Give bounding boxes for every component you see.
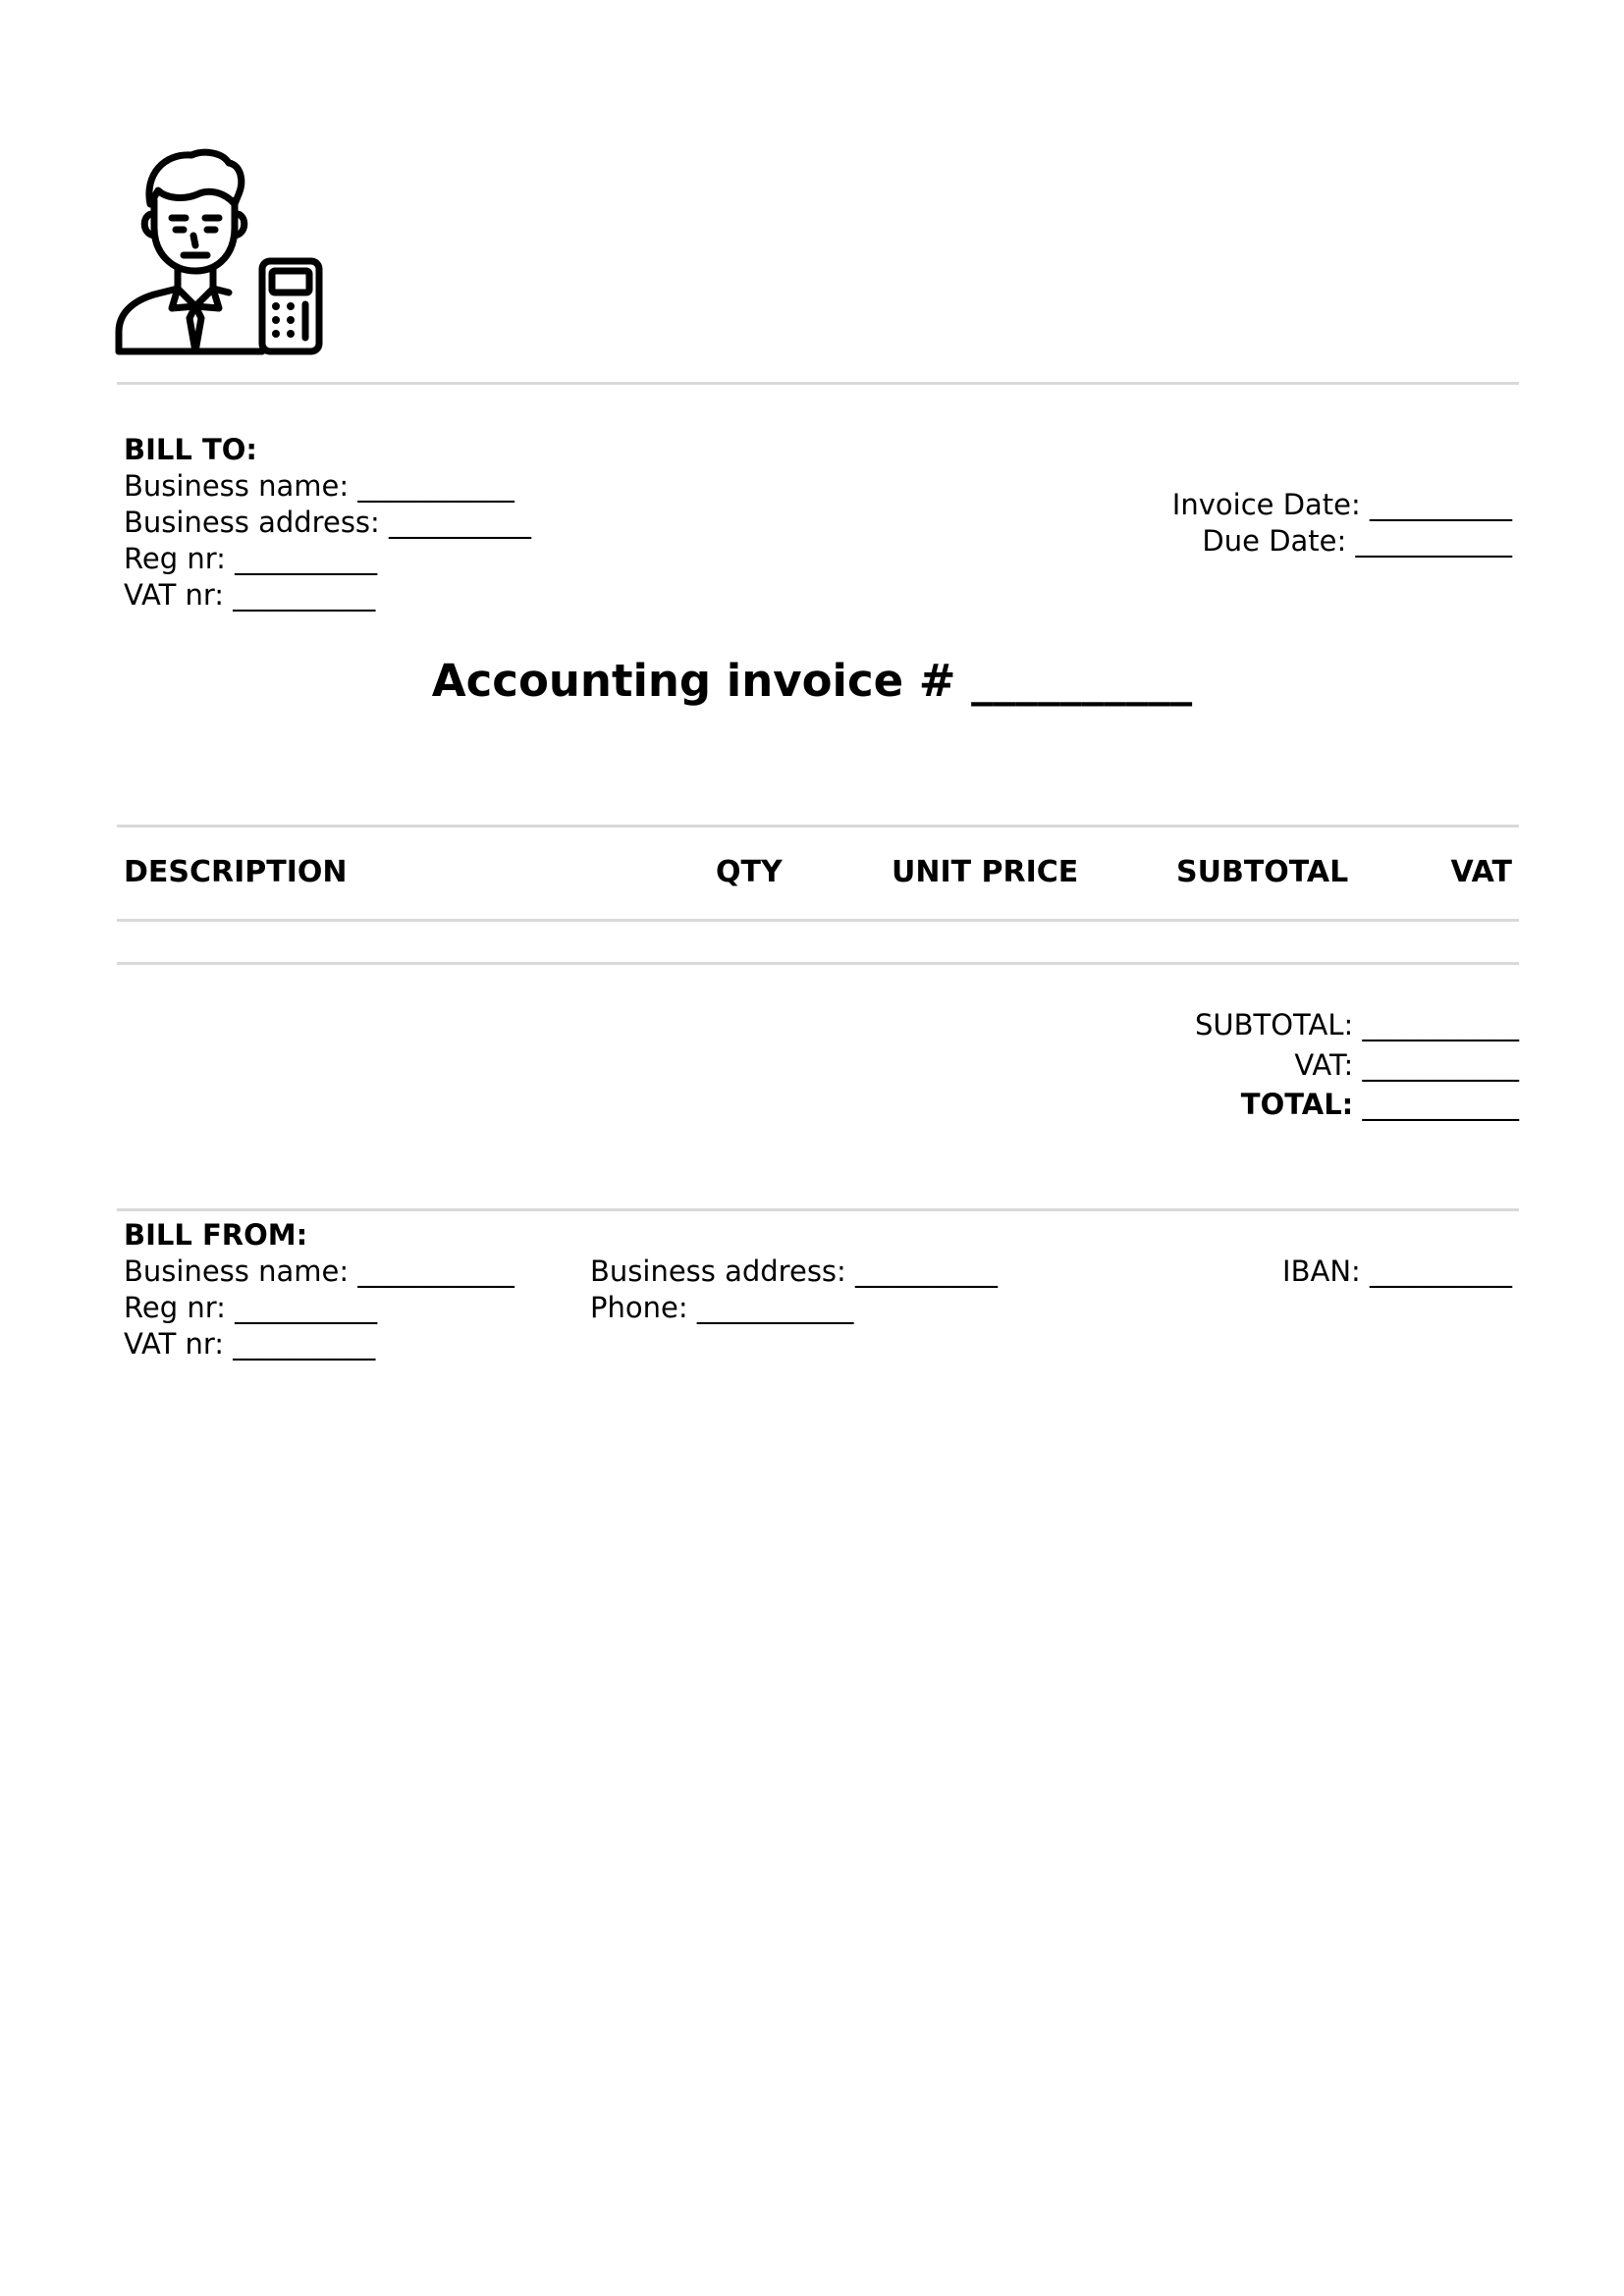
bill-from-reg-nr: Reg nr: __________ [124, 1291, 378, 1324]
bill-to-vat-nr: VAT nr: __________ [124, 578, 376, 612]
column-header-unit-price: UNIT PRICE [892, 855, 1079, 889]
bill-to-heading: BILL TO: [124, 433, 257, 466]
totals-subtotal: SUBTOTAL: ___________ [1194, 1008, 1519, 1041]
invoice-date: Invoice Date: __________ [1171, 488, 1512, 521]
bill-to-business-address: Business address: __________ [124, 506, 532, 539]
totals-total [1241, 1087, 1519, 1123]
bill-from-iban: IBAN: __________ [1282, 1255, 1512, 1288]
table-bottom-divider [117, 962, 1519, 965]
bill-from-business-address: Business address: __________ [590, 1255, 999, 1288]
column-header-qty: QTY [716, 855, 783, 889]
bill-from-heading: BILL FROM: [124, 1218, 308, 1252]
total-label: TOTAL: [1240, 1088, 1354, 1121]
due-date: Due Date: ___________ [1202, 524, 1512, 558]
bill-from-phone: Phone: ___________ [590, 1291, 854, 1324]
column-header-subtotal: SUBTOTAL [1176, 855, 1349, 889]
invoice-title: Accounting invoice # __________ [431, 655, 1193, 707]
table-top-divider [117, 825, 1519, 828]
header-divider [117, 382, 1519, 385]
totals-vat: VAT: ___________ [1294, 1048, 1519, 1082]
bill-to-business-name: Business name: ___________ [124, 469, 514, 503]
bill-from-vat-nr: VAT nr: __________ [124, 1327, 376, 1361]
table-header-divider [117, 919, 1519, 922]
total-blank: ___________ [1353, 1088, 1519, 1121]
column-header-vat: VAT [1450, 855, 1512, 889]
bill-from-business-name: Business name: ___________ [124, 1255, 514, 1288]
accountant-with-calculator-icon [115, 145, 323, 357]
column-header-description: DESCRIPTION [124, 855, 348, 889]
footer-divider [117, 1208, 1519, 1211]
bill-to-reg-nr: Reg nr: __________ [124, 542, 378, 575]
